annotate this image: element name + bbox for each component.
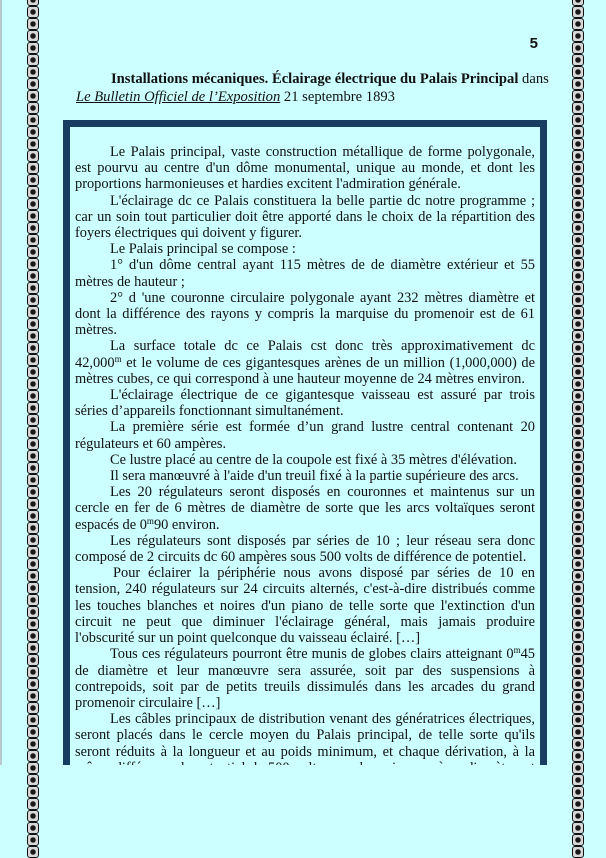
chain-link-icon: [572, 798, 584, 810]
paragraph-text: et le volume de ces gigantesques arènes de un million (1,000,000) de mètres cubes, ce qui correspond à une hauteur moyenne de 24 mètres environ.: [75, 354, 535, 387]
header-title-line: [76, 70, 549, 88]
chain-link-icon: [572, 378, 584, 390]
chain-link-icon: [572, 330, 584, 342]
chain-link-icon: [572, 282, 584, 294]
chain-link-icon: [27, 522, 39, 534]
chain-link-icon: [572, 54, 584, 66]
paragraph: Les régulateurs sont disposés par séries de 10 ; leur réseau sera donc composé de 2 circuits dc 60 ampères sous 500 volts de différence de potentiel.: [75, 532, 535, 566]
chain-link-icon: [572, 270, 584, 282]
chain-link-icon: [27, 54, 39, 66]
article-text: [75, 144, 535, 792]
chain-link-icon: [572, 18, 584, 30]
chain-link-icon: [572, 402, 584, 414]
paragraph: Le Palais principal, vaste construction métallique de forme polygonale, est pourvu au centre d'un dôme monumental, unique au monde, et dont les proportions harmonieuses et hardies excitent l'admiration générale.: [75, 144, 535, 193]
chain-link-icon: [572, 294, 584, 306]
chain-link-icon: [572, 606, 584, 618]
publication-name: Le Bulletin Officiel de l’Exposition: [76, 89, 281, 105]
chain-link-icon: [572, 390, 584, 402]
chain-link-icon: [572, 42, 584, 54]
paragraph: 1° d'un dôme central ayant 115 mètres de de diamètre extérieur et 55 mètres de hauteur ;: [75, 257, 535, 290]
chain-link-icon: [27, 498, 39, 510]
superscript-unit: m: [513, 645, 521, 656]
chain-link-icon: [27, 162, 39, 174]
chain-link-icon: [27, 270, 39, 282]
chain-link-icon: [27, 630, 39, 642]
chain-link-icon: [27, 258, 39, 270]
paragraph: [75, 338, 535, 387]
chain-link-icon: [27, 570, 39, 582]
chain-link-icon: [27, 222, 39, 234]
chain-link-icon: [572, 354, 584, 366]
chain-link-icon: [572, 150, 584, 162]
chain-link-icon: [572, 630, 584, 642]
publication-date: 21 septembre 1893: [280, 89, 395, 105]
chain-link-icon: [572, 498, 584, 510]
chain-link-icon: [27, 78, 39, 90]
chain-link-icon: [572, 6, 584, 18]
paragraph: [75, 646, 535, 711]
paragraph-text: La surface totale dc ce Palais cst donc très approximativement dc 42,000: [75, 338, 535, 371]
chain-link-icon: [572, 90, 584, 102]
chain-link-icon: [27, 390, 39, 402]
chain-link-icon: [572, 534, 584, 546]
paragraph: L'éclairage dc ce Palais constituera la belle partie dc notre programme ; car un soin tout particulier doit être apporté dans le choix de la répartition des foyers électriques qui doivent y figurer.: [75, 192, 535, 242]
chain-link-icon: [572, 594, 584, 606]
chain-link-icon: [27, 726, 39, 738]
chain-link-icon: [572, 678, 584, 690]
chain-link-icon: [572, 510, 584, 522]
chain-link-icon: [572, 486, 584, 498]
chain-link-icon: [27, 234, 39, 246]
chain-link-icon: [27, 714, 39, 726]
chain-link-icon: [27, 114, 39, 126]
quoted-article-body: [70, 127, 540, 780]
chain-link-icon: [572, 714, 584, 726]
chain-link-icon: [572, 186, 584, 198]
chain-link-icon: [572, 114, 584, 126]
chain-link-icon: [572, 450, 584, 462]
chain-link-icon: [27, 210, 39, 222]
decorative-chain-border-left: [27, 0, 39, 857]
chain-link-icon: [27, 246, 39, 258]
chain-link-icon: [572, 318, 584, 330]
chain-link-icon: [27, 654, 39, 666]
chain-link-icon: [27, 30, 39, 42]
paragraph: Ce lustre placé au centre de la coupole est fixé à 35 mètres d'élévation.: [110, 451, 517, 468]
chain-link-icon: [572, 834, 584, 846]
chain-link-icon: [27, 306, 39, 318]
chain-link-icon: [27, 546, 39, 558]
title-connector: dans: [518, 71, 549, 87]
chain-link-icon: [27, 594, 39, 606]
article-title: Installations mécaniques. Éclairage électrique du Palais Principal: [111, 71, 519, 87]
chain-link-icon: [572, 654, 584, 666]
chain-link-icon: [27, 750, 39, 762]
chain-link-icon: [27, 666, 39, 678]
paragraph: [75, 484, 535, 533]
document-header: [76, 70, 549, 106]
chain-link-icon: [27, 834, 39, 846]
quoted-article-frame: [63, 120, 547, 780]
chain-link-icon: [572, 774, 584, 786]
decorative-chain-border-right: [572, 0, 584, 857]
paragraph: La première série est formée d’un grand lustre central contenant 20 régulateurs et 60 ampères.: [75, 419, 535, 452]
chain-link-icon: [27, 90, 39, 102]
chain-link-icon: [572, 438, 584, 450]
chain-link-icon: [27, 438, 39, 450]
chain-link-icon: [27, 582, 39, 594]
chain-link-icon: [27, 102, 39, 114]
paragraph: Les câbles principaux de distribution venant des génératrices électriques, seront placés dans le cercle moyen du Palais principal, de telle sorte qu'ils seront réduits à la longueur et au poids minimum, et chaque dérivation, à la: [75, 711, 535, 760]
chain-link-icon: [27, 294, 39, 306]
chain-link-icon: [27, 822, 39, 834]
chain-link-icon: [27, 378, 39, 390]
chain-link-icon: [27, 702, 39, 714]
page-bottom-margin: [0, 765, 606, 847]
chain-link-icon: [572, 846, 584, 858]
chain-link-icon: [572, 102, 584, 114]
chain-link-icon: [572, 474, 584, 486]
chain-link-icon: [27, 342, 39, 354]
chain-link-icon: [27, 450, 39, 462]
chain-link-icon: [27, 606, 39, 618]
chain-link-icon: [27, 810, 39, 822]
chain-link-icon: [572, 666, 584, 678]
chain-link-icon: [572, 198, 584, 210]
chain-link-icon: [572, 810, 584, 822]
chain-link-icon: [27, 426, 39, 438]
chain-link-icon: [27, 18, 39, 30]
chain-link-icon: [27, 762, 39, 774]
chain-link-icon: [572, 258, 584, 270]
chain-link-icon: [27, 174, 39, 186]
chain-link-icon: [572, 126, 584, 138]
chain-link-icon: [27, 366, 39, 378]
chain-link-icon: [27, 282, 39, 294]
chain-link-icon: [27, 534, 39, 546]
chain-link-icon: [27, 138, 39, 150]
page-number: 5: [529, 35, 538, 52]
chain-link-icon: [572, 246, 584, 258]
chain-link-icon: [572, 522, 584, 534]
chain-link-icon: [27, 738, 39, 750]
chain-link-icon: [572, 78, 584, 90]
chain-link-icon: [572, 690, 584, 702]
chain-link-icon: [572, 726, 584, 738]
chain-link-icon: [27, 774, 39, 786]
chain-link-icon: [27, 474, 39, 486]
chain-link-icon: [27, 330, 39, 342]
paragraph: Le Palais principal se compose :: [110, 241, 296, 258]
chain-link-icon: [27, 66, 39, 78]
chain-link-icon: [572, 702, 584, 714]
chain-link-icon: [27, 690, 39, 702]
chain-link-icon: [572, 366, 584, 378]
chain-link-icon: [27, 402, 39, 414]
paragraph-text: Tous ces régulateurs pourront être munis de globes clairs atteignant 0: [110, 646, 514, 663]
chain-link-icon: [27, 558, 39, 570]
paragraph-text: 90 environ.: [153, 516, 220, 533]
chain-link-icon: [27, 126, 39, 138]
chain-link-icon: [27, 510, 39, 522]
paragraph: Pour éclairer la périphérie nous avons disposé par séries de 10 en tension, 240 régulateurs sur 24 circuits alternés, c'est-à-dire distribués comme les touches blanches et noires d'un piano de telle sorte que l'extinction d'un circuit ne peut que diminuer l'éclairage général, mais jamais produire l'obscurité sur un point quelconque du vaisseau éclairé. […]: [75, 565, 535, 647]
chain-link-icon: [572, 162, 584, 174]
chain-link-icon: [27, 486, 39, 498]
chain-link-icon: [572, 822, 584, 834]
paragraph-text: 45 de diamètre et leur manœuvre sera assurée, soit par des suspensions à contrepoids, soit par de petits treuils dissimulés dans les arcades du grand promenoir circulaire […]: [75, 646, 535, 711]
chain-link-icon: [572, 306, 584, 318]
chain-link-icon: [572, 762, 584, 774]
chain-link-icon: [27, 462, 39, 474]
chain-link-icon: [27, 414, 39, 426]
chain-link-icon: [572, 582, 584, 594]
chain-link-icon: [572, 234, 584, 246]
header-source-line: [76, 88, 546, 106]
chain-link-icon: [572, 462, 584, 474]
chain-link-icon: [572, 546, 584, 558]
chain-link-icon: [27, 618, 39, 630]
chain-link-icon: [27, 198, 39, 210]
chain-link-icon: [27, 42, 39, 54]
chain-link-icon: [27, 642, 39, 654]
paragraph: 2° d 'une couronne circulaire polygonale ayant 232 mètres diamètre et dont la différence des rayons y compris la marquise du promenoir est de 61 mètres.: [75, 289, 535, 339]
chain-link-icon: [27, 354, 39, 366]
chain-link-icon: [572, 342, 584, 354]
paragraph: Il sera manœuvré à l'aide d'un treuil fixé à la partie supérieure des arcs.: [110, 468, 519, 485]
chain-link-icon: [572, 558, 584, 570]
chain-link-icon: [27, 150, 39, 162]
chain-link-icon: [27, 798, 39, 810]
chain-link-icon: [572, 750, 584, 762]
chain-link-icon: [27, 6, 39, 18]
chain-link-icon: [572, 570, 584, 582]
chain-link-icon: [27, 786, 39, 798]
chain-link-icon: [572, 66, 584, 78]
page-edge: [0, 0, 2, 847]
chain-link-icon: [572, 414, 584, 426]
chain-link-icon: [572, 210, 584, 222]
chain-link-icon: [572, 222, 584, 234]
chain-link-icon: [27, 678, 39, 690]
paragraph: L'éclairage électrique de ce gigantesque vaisseau est assuré par trois séries d’appareils fonctionnant simultanément.: [75, 387, 535, 420]
chain-link-icon: [27, 318, 39, 330]
superscript-unit: m: [146, 515, 154, 526]
chain-link-icon: [572, 30, 584, 42]
chain-link-icon: [572, 174, 584, 186]
superscript-unit: m: [114, 353, 122, 364]
chain-link-icon: [27, 846, 39, 858]
chain-link-icon: [572, 738, 584, 750]
paragraph-text: Les 20 régulateurs seront disposés en couronnes et maintenus sur un cercle en fer de 6 mètres de diamètre de sorte que les arcs voltaïques seront espacés de 0: [75, 484, 535, 533]
chain-link-icon: [572, 618, 584, 630]
chain-link-icon: [27, 186, 39, 198]
chain-link-icon: [572, 426, 584, 438]
chain-link-icon: [572, 786, 584, 798]
chain-link-icon: [572, 642, 584, 654]
chain-link-icon: [572, 138, 584, 150]
